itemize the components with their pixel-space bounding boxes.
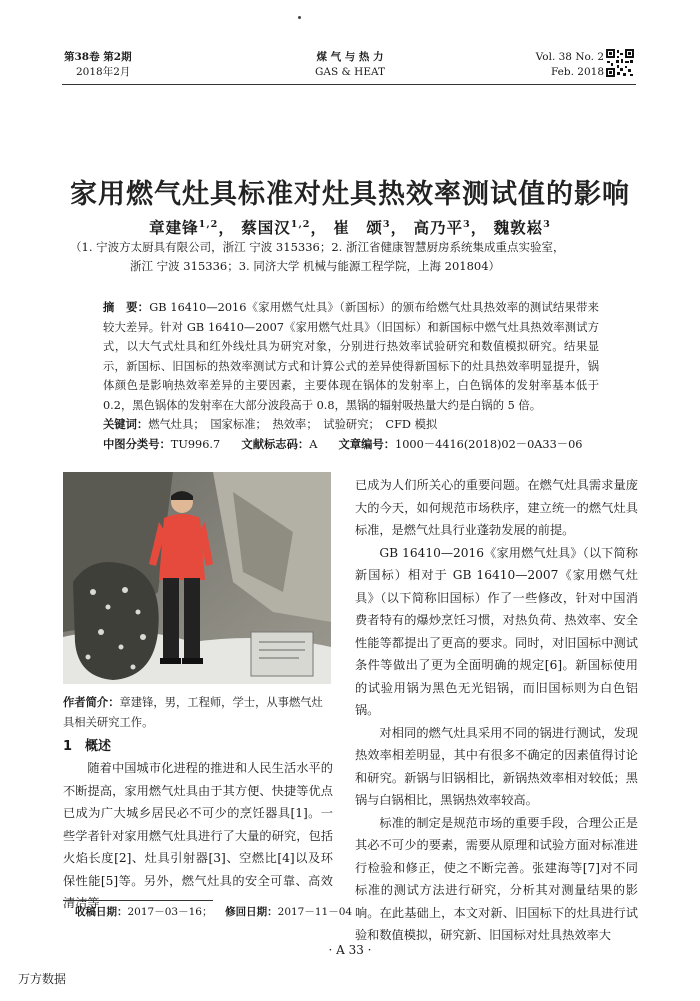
author-affiliation-mark: 3	[463, 218, 471, 230]
author-separator: ，	[218, 218, 235, 237]
clc-label: 中图分类号：	[103, 438, 171, 451]
article-number-label: 文章编号：	[338, 438, 396, 451]
body-paragraph: 已成为人们所关心的重要问题。在燃气灶具需求量庞大的今天，如何规范市场秩序，建立统一的燃气灶具标准，是燃气灶具行业蓬勃发展的前提。	[355, 478, 638, 537]
abstract-label: 摘 要：	[103, 301, 150, 314]
affiliation-line-2: 浙江 宁波 315336；3. 同济大学 机械与能源工程学院，上海 201804）	[130, 259, 501, 273]
manuscript-dates	[75, 904, 352, 919]
author-list	[60, 216, 640, 238]
body-paragraph: 标准的制定是规范市场的重要手段，合理公正是其必不可少的要素，需要从原理和试验方面对标准进行检验和修正，使之不断完善。张建海等[7]对不同标准的测试方法进行研究，分析其对测量结果的影响。在此基础上，本文对新、旧国标下的灶具进行试验和数值模拟，研究新、旧国标对灶具热效率大	[355, 815, 638, 942]
article-title: 家用燃气灶具标准对灶具热效率测试值的影响	[70, 179, 630, 210]
abstract-text: GB 16410—2016《家用燃气灶具》（新国标）的颁布给燃气灶具热效率的测试结果带来较大差异。针对 GB 16410—2007《家用燃气灶具》（旧国标）和新国标中燃气灶具热效率测试方式，以大气式灶具和红外线灶具为研究对象，分别进行热效率试验研究和数值模拟研究。结果显示，新国标、旧国标的热效率测试方式和计算公式的差异使得新国标下的灶具热效率明显提升，锅体颜色是影响热效率差异的主要因素，主要体现在锅体的发射率上，白色锅体的发射率基本低于 0.2，黑色锅体的发射率在大部分波段高于 0.8，黑锅的辐射吸热量大约是白锅的 5 倍。	[103, 301, 599, 412]
volume-issue-cn: 第38卷 第2期	[64, 51, 132, 63]
revised-label: 修回日期：	[225, 906, 278, 918]
author-affiliation-mark: 3	[382, 218, 391, 230]
author-separator: ，	[470, 218, 488, 237]
author-name: 魏敦崧	[493, 218, 544, 237]
date-cn: 2018年2月	[76, 66, 131, 78]
header-left	[64, 50, 132, 80]
footnote-rule	[63, 900, 213, 901]
journal-name-en: GAS & HEAT	[314, 66, 386, 78]
author-name: 蔡国汉	[241, 218, 291, 237]
received-label: 收稿日期：	[75, 906, 128, 918]
received-date: 2017－03－16；	[127, 906, 213, 918]
volume-issue-en: Vol. 38 No. 2	[535, 51, 604, 63]
author-bio-text: 章建锋，男，工程师，学士，从事燃气灶具相关研究工作。	[63, 696, 323, 729]
author-bio	[63, 693, 333, 732]
author-separator: ，	[310, 218, 327, 237]
revised-date: 2017－11－04	[277, 906, 353, 918]
document-code-label: 文献标志码：	[241, 438, 310, 451]
body-paragraph: 对相同的燃气灶具采用不同的锅进行测试，发现热效率相差明显，其中有很多不确定的因素值得讨论和研究。新锅与旧锅相比，新锅热效率相对较低；黑锅与白锅相比，黑锅热效率较高。	[355, 725, 638, 807]
section-heading: 1 概述	[63, 739, 112, 754]
right-column	[355, 474, 638, 947]
header-right	[520, 50, 604, 80]
header-center	[280, 50, 420, 80]
author-affiliation-mark: 3	[543, 218, 551, 230]
author-affiliation-mark: 1,2	[290, 218, 311, 230]
clc-value: TU996.7	[170, 438, 221, 451]
keywords-label: 关键词：	[103, 418, 149, 431]
journal-name-cn: 煤 气 与 热 力	[316, 51, 384, 63]
header-rule	[62, 84, 636, 85]
author-affiliation-mark: 1,2	[198, 218, 219, 230]
keywords	[103, 416, 603, 432]
print-dot	[298, 16, 301, 19]
document-code-value: A	[309, 438, 318, 451]
author-photo-image	[63, 472, 331, 684]
author-name: 高乃平	[413, 218, 464, 237]
author-separator: ，	[390, 218, 408, 237]
page-number: · A 33 ·	[328, 943, 372, 957]
keywords-text: 燃气灶具； 国家标准； 热效率； 试验研究； CFD 模拟	[148, 418, 438, 431]
qr-code-icon	[606, 49, 634, 77]
wanfang-watermark: 万方数据	[18, 972, 67, 986]
body-paragraph: GB 16410—2016《家用燃气灶具》（以下简称新国标）相对于 GB 16410—2007《家用燃气灶具》（以下简称旧国标）作了一些修改，针对中国消费者特有的爆炒烹饪习惯，对热负荷、热效率、安全性能等都提出了更高的要求。同时，对旧国标中测试条件等做出了更为全面明确的规定[6]。新国标使用的试验用锅为黑色无光铝锅，而旧国标则为白色铝锅。	[355, 545, 638, 717]
author-bio-label: 作者简介：	[63, 696, 120, 709]
date-en: Feb. 2018	[550, 66, 604, 78]
body-paragraph: 随着中国城市化进程的推进和人民生活水平的不断提高，家用燃气灶具由于其方便、快捷等优点已成为广大城乡居民必不可少的烹饪器具[1]。一些学者针对家用燃气灶具进行了大量的研究，包括火焰长度[2]、灶具引射器[3]、空燃比[4]以及环保性能[5]等。另外，燃气灶具的安全可靠、高效清洁等	[63, 761, 333, 910]
affiliation-line-1: （1. 宁波方太厨具有限公司，浙江 宁波 315336；2. 浙江省健康智慧厨房系统集成重点实验室，	[70, 240, 565, 254]
author-name: 章建锋	[149, 218, 199, 237]
article-number-value: 1000－4416(2018)02－0A33－06	[395, 438, 583, 451]
author-photo	[63, 472, 331, 684]
classification-line	[103, 436, 643, 452]
left-column	[63, 757, 333, 915]
author-name: 崔 颂	[333, 218, 383, 237]
abstract	[103, 298, 599, 416]
